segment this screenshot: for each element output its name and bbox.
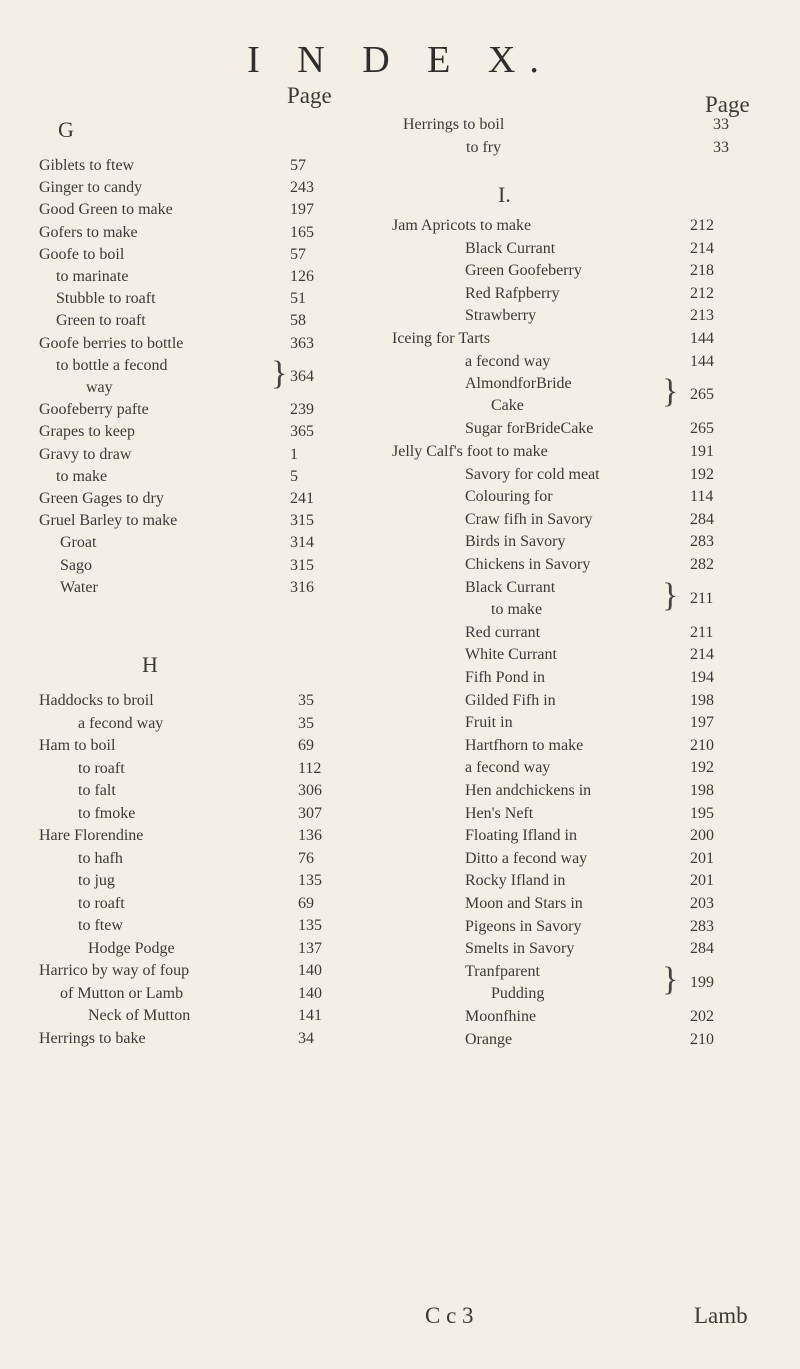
left-page-header: Page <box>287 83 332 108</box>
entry-label: Hartfhorn to make <box>465 736 584 754</box>
entry-page: 35 <box>298 714 314 732</box>
index-entry <box>0 575 800 618</box>
entry-label: Neck of Mutton <box>88 1007 191 1024</box>
entry-page: 135 <box>298 917 322 934</box>
entry-page: 284 <box>690 940 714 958</box>
entry-page: 200 <box>690 827 714 845</box>
entry-label: White Currant <box>465 646 557 664</box>
entry-label: Ginger to candy <box>39 179 143 197</box>
entry-label: Green Gages to dry <box>39 490 164 507</box>
entry-label: to bottle a fecond <box>56 356 168 374</box>
entry-label: Herrings to bake <box>39 1029 146 1047</box>
entry-label: Fifh Pond in <box>465 669 546 686</box>
entry-label: Smelts in Savory <box>465 940 575 958</box>
entry-label: AlmondforBride <box>465 375 572 393</box>
entry-label: Iceing for Tarts <box>392 330 491 347</box>
entry-label: Hen's Neft <box>465 804 534 822</box>
entry-page: 214 <box>690 646 714 664</box>
entry-label: Good Green to make <box>39 201 173 219</box>
entry-label: Stubble to roaft <box>56 290 156 308</box>
entry-page: 192 <box>690 465 714 483</box>
entry-label: Grapes to keep <box>39 423 135 441</box>
entry-page: 306 <box>298 782 322 799</box>
entry-label: Colouring for <box>465 488 553 506</box>
entry-label: Green Goofeberry <box>465 262 582 280</box>
entry-label: Craw fifh in Savory <box>465 510 593 528</box>
entry-page: 365 <box>290 423 314 441</box>
entry-label: Ham to boil <box>39 737 116 754</box>
entry-label: Chickens in Savory <box>465 556 591 573</box>
signature-mark: C c 3 <box>425 1303 474 1328</box>
entry-label: Harrico by way of foup <box>39 962 190 979</box>
entry-page: 315 <box>290 512 314 530</box>
entry-label: Fruit in <box>465 714 513 732</box>
entry-page: 211 <box>690 589 714 607</box>
entry-page: 112 <box>298 759 322 777</box>
entry-page: 314 <box>290 534 314 552</box>
entry-label: Savory for cold meat <box>465 465 600 483</box>
entry-label: Jelly Calf's foot to make <box>392 443 548 460</box>
entry-page: 35 <box>298 692 314 709</box>
entry-page: 69 <box>298 894 314 912</box>
entry-page: 218 <box>690 262 714 280</box>
entry-label: Gruel Barley to make <box>39 512 178 530</box>
entry-label: Sugar forBrideCake <box>465 420 594 438</box>
entry-page: 114 <box>690 488 714 506</box>
entry-label-continued: to make <box>491 600 543 618</box>
entry-label: to jug <box>78 872 115 889</box>
index-entry <box>0 1027 800 1053</box>
entry-label: Goofe berries to bottle <box>39 334 184 352</box>
entry-label: a fecond way <box>465 759 551 777</box>
entry-page: 239 <box>290 401 314 419</box>
entry-page: 307 <box>298 804 322 822</box>
entry-label: Orange <box>465 1030 513 1048</box>
entry-page: 198 <box>690 782 714 799</box>
entry-page: 203 <box>690 895 714 912</box>
entry-page: 141 <box>298 1007 322 1024</box>
entry-label: Ditto a fecond way <box>465 849 588 867</box>
entry-label: Jam Apricots to make <box>392 217 532 234</box>
entry-label: Green to roaft <box>56 312 146 330</box>
entry-page: 214 <box>690 239 714 257</box>
entry-label: Moonfhine <box>465 1008 537 1025</box>
section-letter-g: G <box>58 117 74 142</box>
entry-label: Hen andchickens in <box>465 782 592 799</box>
entry-page: 283 <box>690 917 714 935</box>
entry-page: 137 <box>298 939 322 957</box>
entry-page: 241 <box>290 490 314 507</box>
entry-label: Goofe to boil <box>39 245 125 263</box>
entry-page: 282 <box>690 556 714 573</box>
entry-page: 243 <box>290 179 314 197</box>
entry-page: 33 <box>713 116 729 133</box>
entry-label: Goofeberry pafte <box>39 401 149 419</box>
entry-label: a fecond way <box>78 714 164 732</box>
entry-label: to hafh <box>78 849 123 867</box>
entry-page: 195 <box>690 804 714 822</box>
entry-page: 265 <box>690 386 714 404</box>
entry-label: to falt <box>78 782 116 799</box>
entry-page: 5 <box>290 467 298 485</box>
entry-label: Herrings to boil <box>403 116 505 133</box>
entry-page: 315 <box>290 556 314 574</box>
catchword: Lamb <box>694 1303 748 1328</box>
entry-label: Red currant <box>465 623 541 641</box>
entry-page: 34 <box>298 1029 314 1047</box>
entry-page: 199 <box>690 973 714 991</box>
brace-icon: } <box>271 354 288 392</box>
brace-icon: } <box>662 373 679 411</box>
entry-page: 284 <box>690 510 714 528</box>
entry-label: to ftew <box>78 917 123 934</box>
entry-page: 265 <box>690 420 714 438</box>
entry-page: 194 <box>690 669 714 686</box>
entry-label: to make <box>56 467 108 485</box>
entry-page: 57 <box>290 245 306 263</box>
section-letter-h: H <box>142 652 158 677</box>
entry-label: Groat <box>60 534 97 552</box>
entry-page: 201 <box>690 872 714 890</box>
entry-label: Water <box>60 578 98 596</box>
entry-page: 201 <box>690 849 714 867</box>
entry-label: to marinate <box>56 268 129 285</box>
entry-label: Gofers to make <box>39 223 138 241</box>
entry-label: Gravy to draw <box>39 445 132 463</box>
entry-label: Black Currant <box>465 239 556 257</box>
entry-label: of Mutton or Lamb <box>60 984 184 1002</box>
entry-page: 202 <box>690 1008 714 1025</box>
entry-label: Hare Florendine <box>39 827 144 844</box>
entry-label: Strawberry <box>465 307 537 325</box>
entry-page: 212 <box>690 284 714 302</box>
entry-label: Hodge Podge <box>88 939 175 957</box>
entry-label: Black Currant <box>465 578 556 596</box>
entry-page: 126 <box>290 268 314 285</box>
entry-label: to roaft <box>78 894 125 912</box>
entry-page: 191 <box>690 443 714 460</box>
entry-label: Pigeons in Savory <box>465 917 582 935</box>
entry-page: 197 <box>290 201 314 219</box>
entry-page: 198 <box>690 691 714 709</box>
entry-page: 210 <box>690 1030 714 1048</box>
entry-page: 192 <box>690 759 714 777</box>
entry-page: 51 <box>290 290 306 308</box>
entry-label: Red Rafpberry <box>465 284 560 302</box>
entry-page: 135 <box>298 872 322 889</box>
brace-icon: } <box>662 960 679 998</box>
section-letter-i: I. <box>498 182 511 207</box>
entry-page: 140 <box>298 984 322 1002</box>
entry-label: Gilded Fifh in <box>465 691 556 709</box>
entry-label: Sago <box>60 556 92 574</box>
entry-page: 33 <box>713 139 729 156</box>
entry-label: Moon and Stars in <box>465 895 583 912</box>
brace-icon: } <box>662 576 679 614</box>
entry-page: 144 <box>690 330 714 347</box>
entry-page: 58 <box>290 312 306 330</box>
entry-label: Haddocks to broil <box>39 692 154 709</box>
entry-page: 283 <box>690 533 714 551</box>
entry-label: Rocky Ifland in <box>465 872 566 890</box>
entry-label: to fry <box>466 139 502 156</box>
entry-page: 57 <box>290 157 306 174</box>
entry-page: 212 <box>690 217 714 234</box>
entry-page: 210 <box>690 736 714 754</box>
entry-label-continued: way <box>86 378 113 396</box>
entry-page: 211 <box>690 623 714 641</box>
entry-label: to fmoke <box>78 804 136 822</box>
page-title: I N D E X. <box>247 39 553 81</box>
entry-label: Giblets to ftew <box>39 157 135 174</box>
entry-label-continued: Pudding <box>491 984 545 1002</box>
entry-page: 197 <box>690 714 714 732</box>
entry-page: 363 <box>290 334 314 352</box>
entry-page: 136 <box>298 827 322 844</box>
index-entry <box>0 135 800 161</box>
entry-label: to roaft <box>78 759 125 777</box>
entry-page: 364 <box>290 367 314 385</box>
entry-label: Floating Ifland in <box>465 827 577 845</box>
entry-label: Birds in Savory <box>465 533 566 551</box>
right-page-header: Page <box>705 92 750 117</box>
entry-label-continued: Cake <box>491 397 524 415</box>
entry-label: a fecond way <box>465 352 551 370</box>
entry-page: 165 <box>290 223 314 241</box>
entry-page: 1 <box>290 445 298 463</box>
entry-page: 316 <box>290 578 314 596</box>
entry-page: 140 <box>298 962 322 979</box>
entry-page: 213 <box>690 307 714 325</box>
entry-page: 144 <box>690 352 714 370</box>
entry-page: 76 <box>298 849 314 867</box>
entry-page: 69 <box>298 737 314 754</box>
entry-label: Tranfparent <box>465 962 540 980</box>
